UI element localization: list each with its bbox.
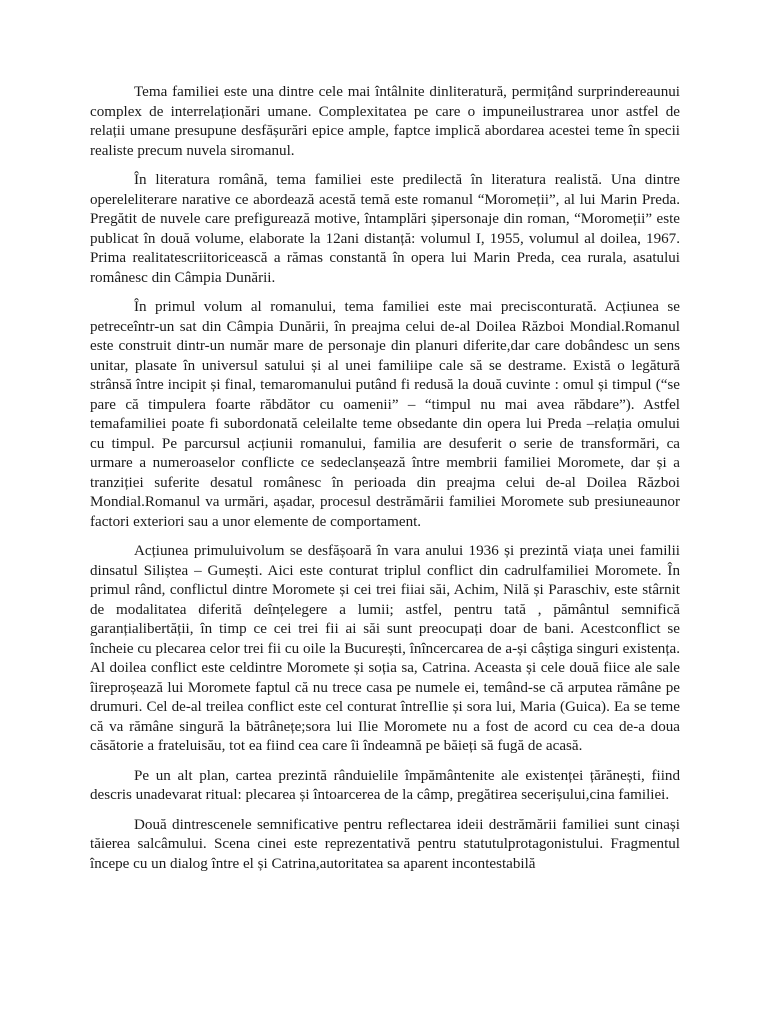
- paragraph-2: În literatura română, tema familiei este predilectă în literatura realistă. Una dintre opereleliterare narative ce abordează acestă temă este romanul “Moromeții”, al lui Marin Preda. Pregătit de nuvele care prefigurează motive, întamplări șipersonaje din roman, “Moromeții” este publicat în două volume, elaborate la 12ani distanță: volumul I, 1955, volumul al doilea, 1967. Prima realitatescriitoricească a rămas constantă în opera lui Marin Preda, cea rurala, asatului românesc din Câmpia Dunării.: [90, 172, 680, 286]
- paragraph-1: Tema familiei este una dintre cele mai întâlnite dinliteratură, permițând surprindereaunui complex de interrelaționări umane. Complexitatea pe care o impuneilustrarea unor astfel de relații umane presupune desfășurări epice ample, faptce implică abordarea acestei teme în specii realiste precum nuvela siromanul.: [90, 84, 680, 159]
- paragraph-5: Pe un alt plan, cartea prezintă rânduielile împământenite ale existenței țărănești, fiind descris unadevarat ritual: plecarea și întoarcerea de la câmp, pregătirea secerișului,cina familiei.: [90, 767, 680, 803]
- paragraph-6: Două dintrescenele semnificative pentru reflectarea ideii destrămării familiei sunt cinași tăierea salcâmului. Scena cinei este reprezentativă pentru statutulprotagonistului. Fragmentul începe cu un dialog între el și Catrina,autoritatea sa aparent incontestabilă: [90, 816, 680, 872]
- document-page: [90, 83, 680, 1024]
- paragraph-3: În primul volum al romanului, tema familiei este mai precisconturată. Acțiunea se petreceîntr-un sat din Câmpia Dunării, în preajma celui de-al Doilea Război Mondial.Romanul este construit dintr-un număr mare de personaje din planuri diferite,dar care dobândesc un sens unitar, plasate în universul satului și al unei familiipe cale să se destrame. Există o legătură strânsă între incipit și final, temaromanului putând fi redusă la două cuvinte : omul și timpul (“se pare că timpulera foarte răbdător cu oamenii” – “timpul nu mai avea răbdare”). Astfel temafamiliei poate fi subordonată celeilalte teme obsedante din opera lui Preda –relația omului cu timpul. Pe parcursul acțiunii romanului, familia are desuferit o serie de transformări, ca urmare a numeroaselor conflicte ce sedeclanșează între membrii familiei Moromete, dar și a tranziției suferite desatul românesc în perioada din preajma celui de-al Doilea Război Mondial.Romanul va urmări, așadar, procesul destrămării familiei Moromete sub presiuneaunor factori exteriori sau a unor elemente de comportament.: [90, 299, 680, 530]
- paragraph-4: Acțiunea primuluivolum se desfășoară în vara anului 1936 și prezintă viața unei familii dinsatul Siliștea – Gumești. Aici este conturat triplul conflict din cadrulfamiliei Moromete. În primul rând, conflictul dintre Moromete și cei trei fiiai săi, Achim, Nilă și Paraschiv, este stârnit de modalitatea diferită deînțelegere a lumii; astfel, pentru tată , pământul semnifică garanțialibertății, în timp ce cei trei fii ai săi sunt preocupați doar de bani. Acestconflict se încheie cu plecarea celor trei fii cu oile la București, înîncercarea de a-și câștiga singuri existența. Al doilea conflict este celdintre Moromete și soția sa, Catrina. Aceasta și cele două fiice ale sale îireproșează lui Moromete faptul că nu trece casa pe numele ei, temând-se că arputea rămâne pe drumuri. Cel de-al treilea conflict este cel conturat întreIlie și sora lui, Maria (Guica). Ea se teme că va rămâne singură la bătrânețe;sora lui Ilie Moromete nu a fost de acord cu cea de-a doua căsătorie a frateluisău, tot ea fiind cea care îi îndeamnă pe băieți să fugă de acasă.: [90, 543, 680, 754]
